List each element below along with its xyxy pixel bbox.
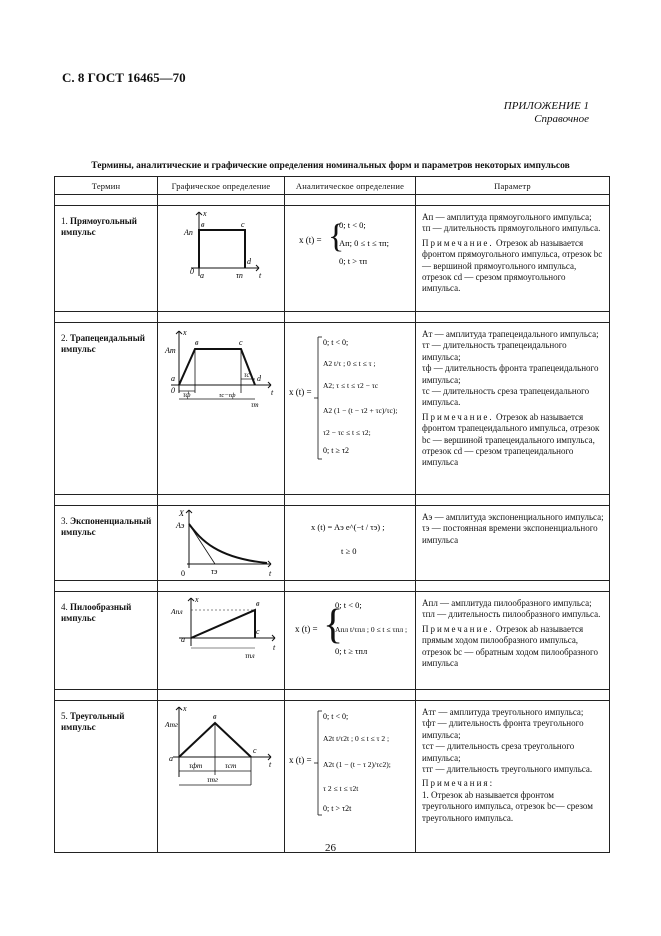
exponential-pulse-graph	[159, 506, 284, 580]
term-name: Пилообразный импульс	[61, 602, 132, 623]
graph-label: t	[258, 271, 261, 280]
graph-label: d	[256, 374, 261, 383]
graph-label: 0	[170, 386, 175, 395]
formula-lhs: x (t) =	[289, 387, 312, 397]
graph-label: τт	[250, 401, 259, 409]
note-heading: Примечание.	[422, 237, 494, 248]
formula-lhs: x (t) =	[295, 624, 318, 634]
page-number: 26	[325, 842, 336, 854]
note-text: Отрезок ab называется фронтом трапецеидального импульса, отрезок bc — вершиной трапецеидального импульса, отрезок cd — срезом трапецеидального импульса	[422, 411, 600, 468]
graph-label: x	[202, 209, 207, 218]
graph-label: d	[246, 257, 251, 266]
term-cell: 3. Экспоненциальный импульс	[55, 506, 158, 581]
pulse-definitions-table	[54, 176, 609, 854]
formula-line: A2t t/τ2t ; 0 ≤ t ≤ τ 2 ;	[323, 734, 390, 743]
formula-lhs: x (t) =	[299, 235, 322, 245]
formula-line: 0; t < 0;	[323, 712, 349, 721]
formula-cell	[285, 206, 416, 312]
term-name: Экспоненциальный импульс	[61, 516, 152, 537]
note-text: Отрезок ab называется прямым ходом пилообразного импульса, отрезок bc — обратным ходом пилообразного импульса	[422, 623, 599, 669]
note-heading: Примечание.	[422, 411, 494, 422]
formula-line: A2; τ ≤ t ≤ τ2 − τс	[323, 381, 379, 390]
column-header: Графическое определение	[158, 177, 285, 195]
table-header-row	[55, 177, 610, 195]
graph-cell	[158, 206, 285, 312]
formula-line: τ 2 ≤ t ≤ τ2t	[323, 784, 359, 793]
appendix-heading	[504, 100, 589, 126]
table-caption: Термины, аналитические и графические определения номинальных форм и параметров некоторых импульсов	[91, 161, 570, 171]
formula-line: A2 t/τ ; 0 ≤ t ≤ τ ;	[323, 359, 376, 368]
graph-label: c	[252, 746, 257, 755]
rectangular-pulse-graph	[159, 206, 284, 286]
formula-line: 0; t > τп	[339, 256, 368, 266]
graph-cell	[158, 701, 285, 853]
graph-cell	[158, 323, 285, 495]
graph-cell	[158, 506, 285, 581]
graph-label: в	[255, 599, 259, 608]
formula-exponential	[285, 506, 415, 566]
table-row	[55, 506, 610, 581]
note-heading: Примечание.	[422, 623, 494, 634]
formula-line: τ2 − τс ≤ t ≤ τ2;	[323, 428, 371, 437]
graph-label: t	[268, 760, 271, 769]
graph-label: Aп	[183, 228, 193, 237]
graph-cell	[158, 592, 285, 690]
graph-label: Aт	[164, 346, 176, 355]
graph-label: τф	[182, 391, 190, 399]
formula-line: t ≥ 0	[341, 546, 357, 556]
term-name: Треугольный импульс	[61, 711, 125, 732]
document-header: С. 8 ГОСТ 16465—70	[62, 70, 186, 85]
graph-label: a	[168, 754, 173, 763]
graph-label: 0	[180, 569, 185, 578]
graph-label: a	[180, 635, 185, 644]
column-header: Параметр	[416, 177, 610, 195]
formula-line: 0; t < 0;	[339, 220, 366, 230]
parameter-cell: Aт — амплитуда трапецеидального импульса; τт — длительность трапецеидального импульса; τф — длительность фронта трапецеидального импульса; τс — длительность среза трапецеидального импульса. Примечание. Отрезок ab называется фронтом трапецеидального импульса, отрезок bc — вершиной трапецеидального импульса, отрезок cd — срезом трапецеидального импульса	[416, 323, 610, 495]
note-text: 1. Отрезок ab называется фронтом треугольного импульса, отрезок bc— срезом треугольного импульса.	[422, 789, 593, 823]
graph-label: Aтг	[164, 720, 178, 729]
table-row	[55, 323, 610, 495]
term-cell: 5. Треугольный импульс	[55, 701, 158, 853]
triangular-pulse-graph	[159, 701, 284, 801]
graph-label: t	[270, 388, 273, 397]
formula-line: Aп; 0 ≤ t ≤ τп;	[339, 238, 389, 248]
graph-label: в	[194, 338, 198, 347]
sawtooth-pulse-graph	[159, 592, 284, 668]
formula-rectangular	[285, 206, 415, 276]
graph-label: в	[200, 220, 204, 229]
formula-triangular	[285, 701, 415, 823]
term-cell: 2. Трапецеидальный импульс	[55, 323, 158, 495]
term-name: Трапецеидальный импульс	[61, 333, 145, 354]
parameter-cell: Aэ — амплитуда экспоненциального импульса; τэ — постоянная времени экспоненциального импульса	[416, 506, 610, 581]
appendix-subtitle: Справочное	[534, 113, 589, 125]
term-cell: 4. Пилообразный импульс	[55, 592, 158, 690]
graph-label: x	[194, 595, 199, 604]
appendix-title: ПРИЛОЖЕНИЕ 1	[503, 100, 589, 112]
note-heading: Примечания:	[422, 778, 495, 789]
formula-line: 0; t < 0;	[323, 338, 349, 347]
column-header: Аналитическое определение	[285, 177, 416, 195]
term-name: Прямоугольный импульс	[61, 216, 137, 237]
formula-cell	[285, 323, 416, 495]
graph-label: τфт	[188, 761, 202, 770]
graph-label: a	[199, 271, 204, 280]
formula-line: 0; t > τ2t	[323, 804, 352, 813]
graph-label: c	[238, 338, 243, 347]
formula-line: x (t) = Aэ e^(−t / τэ) ;	[311, 522, 385, 532]
graph-label: τс−τф	[218, 392, 236, 399]
formula-line: 0; t ≥ τпл	[335, 646, 368, 656]
graph-label: Aэ	[175, 521, 184, 530]
note-text: Отрезок ab называется фронтом прямоугольного импульса, отрезок bc— вершиной прямоугольного импульса, отрезок cd — срезом прямоугольного импульса.	[422, 237, 603, 294]
graph-label: в	[212, 712, 216, 721]
formula-cell	[285, 701, 416, 853]
formula-line: A2 (1 − (t − τ2 + τс)/τс);	[323, 406, 398, 415]
parameter-cell: Aтг — амплитуда треугольного импульса; τфт — длительность фронта треугольного импульса; τст — длительность среза треугольного импульса; τтг — длительность треугольного импульса. Примечания: 1. Отрезок ab называется фронтом треугольного импульса, отрезок bc— срезом треугольного импульса.	[416, 701, 610, 853]
graph-label: X	[178, 509, 184, 518]
svg-text:{: {	[328, 218, 345, 255]
formula-cell	[285, 506, 416, 581]
graph-label: Aпл	[170, 607, 183, 616]
formula-lhs: x (t) =	[289, 755, 312, 765]
term-cell: 1. Прямоугольный импульс	[55, 206, 158, 312]
table-row	[55, 701, 610, 853]
graph-label: τп	[235, 271, 243, 280]
graph-label: x	[182, 704, 187, 713]
trapezoidal-pulse-graph	[159, 323, 284, 413]
svg-text:{: {	[323, 602, 344, 648]
formula-line: 0; t ≥ τ2	[323, 446, 350, 455]
column-header: Термин	[55, 177, 158, 195]
formula-cell	[285, 592, 416, 690]
formula-trapezoidal	[285, 323, 415, 463]
formula-line: 0; t < 0;	[335, 600, 362, 610]
parameter-cell: Aп — амплитуда прямоугольного импульса; τп — длительность прямоугольного импульса. Примечание. Отрезок ab называется фронтом прямоугольного импульса, отрезок bc— вершиной прямоугольного импульса, отрезок cd — срезом прямоугольного импульса.	[416, 206, 610, 312]
graph-label: τс	[243, 371, 250, 379]
formula-sawtooth	[285, 592, 415, 662]
graph-label: a	[170, 374, 175, 383]
graph-label: t	[268, 569, 271, 578]
formula-line: A2t (1 − (t − τ 2)/τс2);	[323, 760, 391, 769]
table-row	[55, 592, 610, 690]
graph-label: τпл	[244, 651, 255, 660]
graph-label: t	[272, 643, 275, 652]
graph-label: 0	[189, 267, 194, 276]
table-row	[55, 206, 610, 312]
graph-label: τтг	[206, 775, 218, 784]
parameter-cell: Aпл — амплитуда пилообразного импульса; τпл — длительность пилообразного импульса. Примечание. Отрезок ab называется прямым ходом пилообразного импульса, отрезок bc — обратным ходом пилообразного импульса	[416, 592, 610, 690]
graph-label: c	[240, 220, 245, 229]
graph-label: c	[255, 627, 260, 636]
formula-line: Aпл t/τпл ; 0 ≤ t ≤ τпл ;	[335, 625, 408, 634]
graph-label: τст	[224, 761, 236, 770]
graph-label: τэ	[210, 567, 217, 576]
graph-label: x	[182, 328, 187, 337]
